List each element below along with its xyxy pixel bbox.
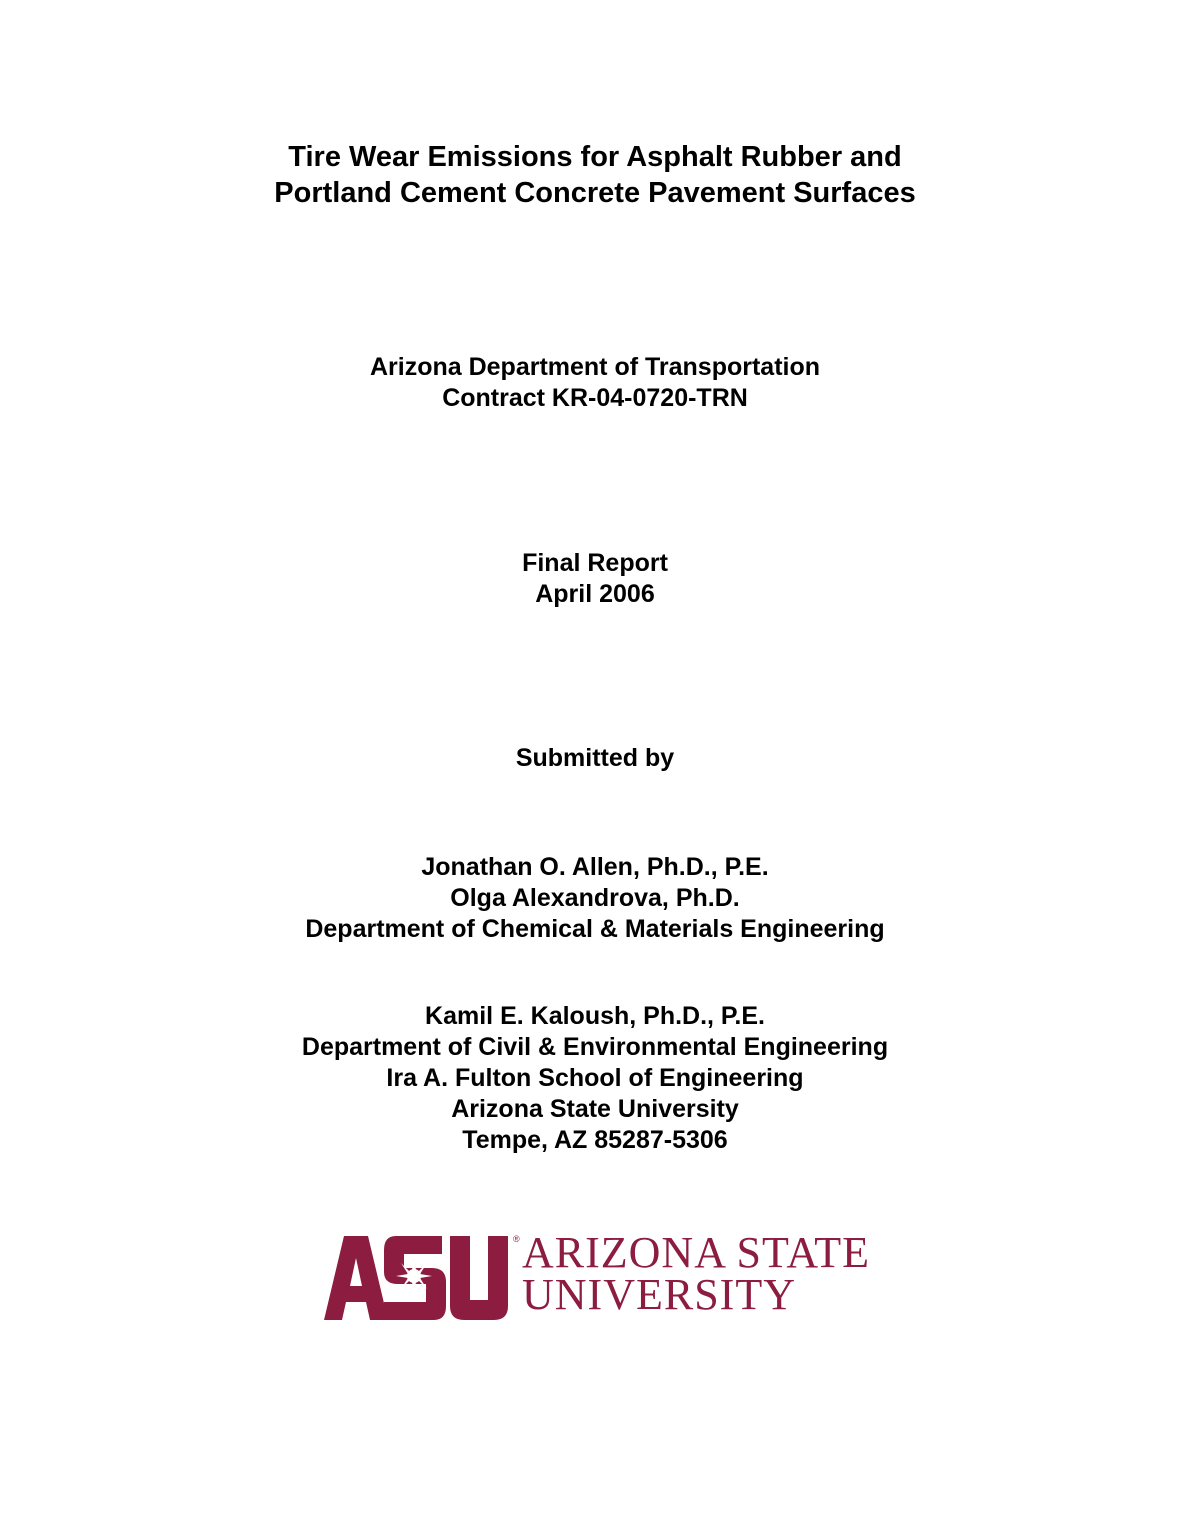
sponsor-name: Arizona Department of Transportation: [369, 353, 821, 381]
submitted-by-text: Submitted by: [515, 744, 675, 772]
wordmark-line-2: UNIVERSITY: [522, 1270, 796, 1319]
report-date: April 2006: [535, 580, 655, 608]
asu-monogram-icon: [322, 1232, 518, 1324]
author-group-1: [0, 852, 1190, 945]
author-school: Ira A. Fulton School of Engineering: [386, 1064, 804, 1092]
report-type: Final Report: [522, 549, 668, 577]
contract-number: Contract KR-04-0720-TRN: [442, 384, 748, 412]
author-name: Jonathan O. Allen, Ph.D., P.E.: [421, 853, 769, 881]
wordmark-line-1: ARIZONA STATE: [522, 1228, 871, 1277]
report-info-block: [0, 548, 1190, 610]
author-name: Kamil E. Kaloush, Ph.D., P.E.: [425, 1002, 765, 1030]
author-group-2: [0, 1001, 1190, 1156]
asu-wordmark: [522, 1228, 871, 1319]
title-line-2: Portland Cement Concrete Pavement Surfaces: [274, 177, 916, 209]
report-title: [0, 139, 1190, 211]
asu-logo: [322, 1228, 882, 1324]
submitted-by-label: [0, 743, 1190, 774]
author-name: Olga Alexandrova, Ph.D.: [450, 884, 740, 912]
author-department: Department of Civil & Environmental Engineering: [301, 1033, 889, 1061]
author-address: Tempe, AZ 85287-5306: [462, 1126, 728, 1154]
sponsor-block: [0, 352, 1190, 414]
title-line-1: Tire Wear Emissions for Asphalt Rubber and: [288, 141, 902, 173]
registered-mark-icon: ®: [513, 1234, 520, 1244]
author-department: Department of Chemical & Materials Engineering: [305, 915, 885, 943]
author-university: Arizona State University: [451, 1095, 739, 1123]
